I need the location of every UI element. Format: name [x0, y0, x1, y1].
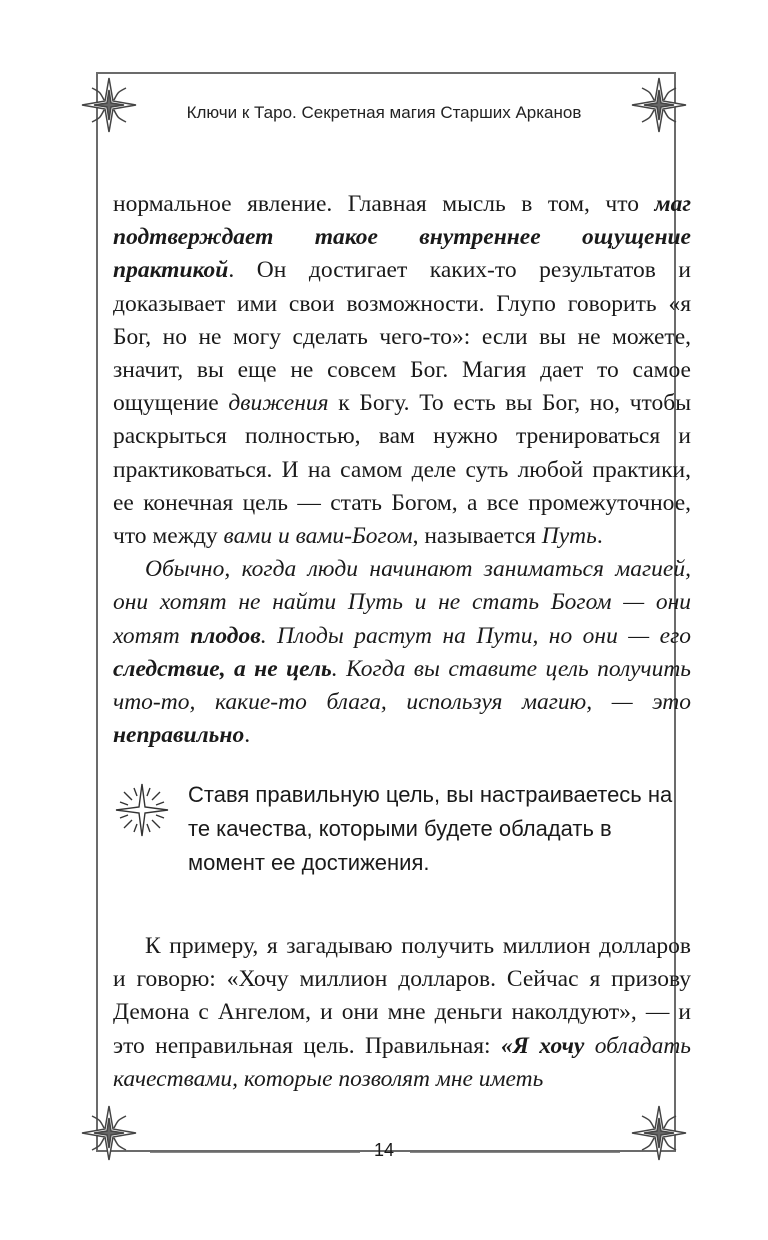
text-run: . [244, 722, 251, 749]
body-text-block [113, 188, 691, 752]
corner-ornament-icon [74, 70, 144, 140]
text-run: К примеру, я загадываю получить миллион долларов и говорю: «Хочу миллион долларов. Сейчас я призову Демона с Ангелом, и они мне деньги наколдуют», — и это неправильная цель. Правильная: [113, 933, 691, 1059]
italic-run: . Когда вы ставите цель получить что-то, какие-то блага, используя магию, — это [113, 655, 691, 716]
running-header: Ключи к Таро. Секретная магия Старших Арканов [186, 103, 582, 122]
sparkle-star-icon [110, 778, 174, 842]
text-run: . Он достигает каких-то результатов и доказывает ими свои возможности. Глупо говорить «я Бог, но не могу сделать чего-то»: если вы не можете, значит, вы еще не совсем Бог. Магия дает то самое ощущение [113, 257, 691, 417]
text-run: к Богу. То есть вы Бог, но, чтобы раскрыться полностью, вам нужно тренироваться и практиковаться. И на самом деле суть любой практики, ее конечная цель — стать Богом, а все промежуточное, что между [113, 390, 691, 550]
bold-italic-run: «Я хочу [500, 1032, 585, 1059]
text-run: , называется [412, 523, 542, 550]
italic-run: Обычно, когда люди начинают заниматься магией, они хотят не найти Путь и не стать Богом — они хотят [113, 556, 691, 649]
callout-text: Ставя правильную цель, вы настраиваетесь на те качества, которыми будете обладать в момент ее достижения. [188, 782, 673, 875]
paragraph-1 [113, 188, 691, 553]
paragraph-3 [113, 930, 691, 1096]
italic-run: вами и вами-Богом [223, 523, 413, 550]
corner-ornament-icon [624, 70, 694, 140]
italic-run: . Плоды растут на Пути, но они — его [260, 622, 691, 649]
italic-run: обладать качествами, которые позволят мне иметь [113, 1032, 692, 1092]
text-run: . [596, 523, 603, 550]
paragraph-2 [113, 553, 691, 752]
bold-italic-run: маг подтверждает такое внутреннее ощущение практикой [113, 191, 691, 284]
bold-italic-run: плодов [190, 622, 261, 649]
italic-run: Путь [541, 523, 597, 550]
italic-run: движения [228, 390, 329, 417]
bold-italic-run: неправильно [113, 722, 245, 749]
callout-box [110, 778, 690, 888]
bold-italic-run: следствие, а не цель [113, 655, 332, 682]
page-number: 14 [373, 1140, 395, 1160]
body-text-block-2 [113, 930, 691, 1096]
text-run: нормальное явление. Главная мысль в том, что [113, 191, 655, 217]
